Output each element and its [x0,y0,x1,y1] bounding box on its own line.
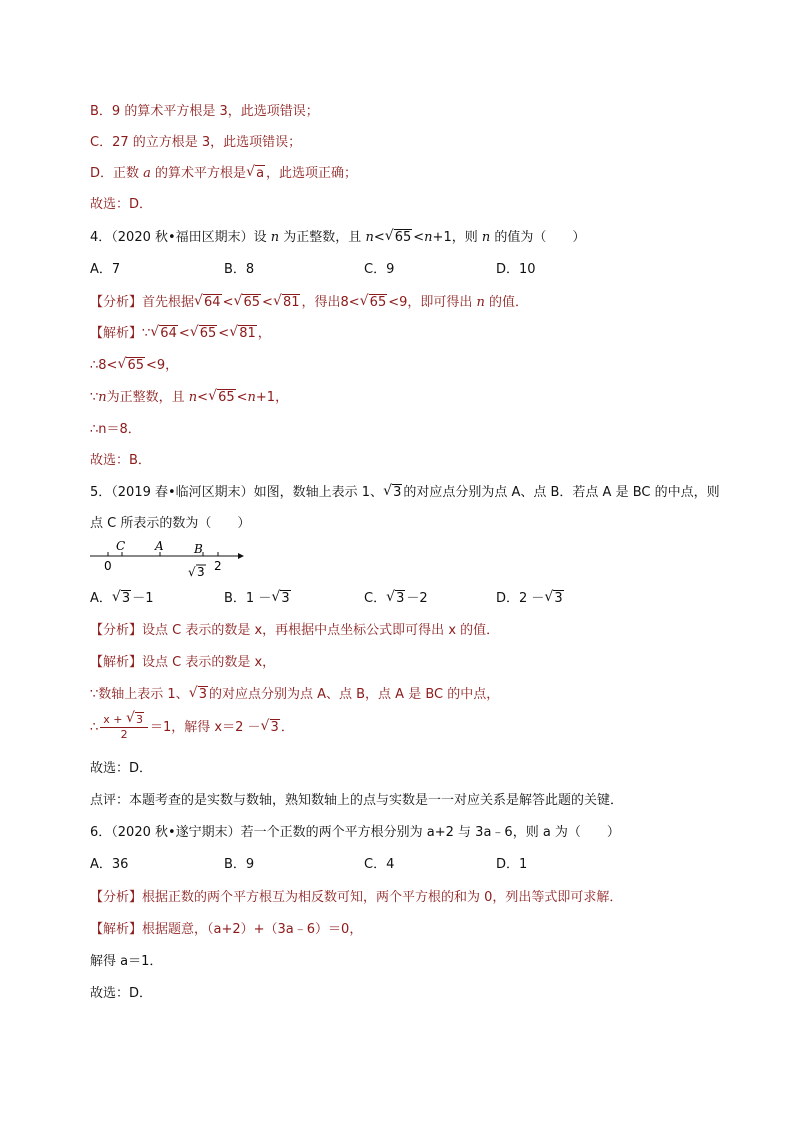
q6-answer: 故选：D． [90,986,153,1001]
number-line-figure [88,536,248,580]
q4-stem: 4．（2020 秋•福田区期末）设 n 为正整数，且 n<√ 65 <n+1，则 n 的值为（ ） [90,229,585,247]
label-b: B [194,542,203,556]
number-line-svg [88,536,248,580]
q3-option-c-explanation: C．27 的立方根是 3，此选项错误； [90,135,302,150]
q4-answer: 故选：B． [90,453,151,468]
q6-option-d: D．1 [496,857,528,872]
number-line-arrow [238,553,244,559]
q5-solution: 【解析】设点 C 表示的数是 x， [90,655,276,670]
q4-option-b: B．8 [224,262,255,277]
label-a: A [155,539,164,553]
q4-step-4: ∴n＝8． [90,422,141,437]
q4-step-2: ∴8<√ 65 <9， [90,357,178,375]
q5-stem-line-2: 点 C 所表示的数为（ ） [90,516,251,531]
q4-option-a: A．7 [90,262,121,277]
q4-option-d: D．10 [496,262,536,277]
q5-step-2: ∵数轴上表示 1、√ 3 的对应点分别为点 A、点 B，点 A 是 BC 的中点， [90,686,499,704]
q5-option-d: D．2 －√ 3 [496,590,565,608]
q6-step-2: 解得 a＝1． [90,954,163,969]
q5-option-a: A．√ 3 －1 [90,590,153,608]
label-sqrt3: 3 [197,565,205,579]
q6-option-b: B．9 [224,857,255,872]
q5-option-b: B．1 －√ 3 [224,590,292,608]
fraction: $\frac{x + √ 3}{2}$ [100,713,148,742]
q4-option-c: C．9 [364,262,395,277]
q3-option-b-explanation: B．9 的算术平方根是 3，此选项错误； [90,104,319,119]
q6-option-a: A．36 [90,857,129,872]
q5-stem-line-1: 5．（2019 春•临河区期末）如图，数轴上表示 1、√ 3 的对应点分别为点 A、点 B．若点 A 是 BC 的中点，则 [90,484,720,502]
q6-analysis: 【分析】根据正数的两个平方根互为相反数可知，两个平方根的和为 0，列出等式即可求解． [90,890,623,905]
label-2: 2 [214,559,222,573]
q4-solution: 【解析】∵√ 64 <√ 65 <√ 81 ， [90,325,271,343]
q6-solution: 【解析】根据题意，（a+2）+（3a﹣6）＝0， [90,922,363,937]
label-c: C [116,539,126,553]
q3-answer: 故选：D． [90,197,153,212]
q5-analysis: 【分析】设点 C 表示的数是 x，再根据中点坐标公式即可得出 x 的值． [90,623,500,638]
q3-option-d-explanation: D．正数 a 的算术平方根是√ a ，此选项正确； [90,165,357,183]
q4-step-3: ∵n为正整数，且 n<√ 65 <n+1， [90,389,288,407]
label-0: 0 [104,559,112,573]
q5-step-3: ∴ $\frac{x + √ 3}{2}$ ＝1，解得 x＝2 －√ 3 ． [90,712,294,744]
q4-analysis: 【分析】首先根据√ 64 <√ 65 <√ 81 ，得出8<√ 65 <9，即可得出 n 的值． [90,294,528,312]
q6-stem: 6．（2020 秋•遂宁期末）若一个正数的两个平方根分别为 a+2 与 3a﹣6，则 a 为（ ） [90,825,620,840]
q5-answer: 故选：D． [90,761,153,776]
q5-comment: 点评：本题考查的是实数与数轴，熟知数轴上的点与实数是一一对应关系是解答此题的关键． [90,793,624,808]
q5-option-c: C．√ 3 －2 [364,590,428,608]
q6-option-c: C．4 [364,857,395,872]
label-sqrt-symbol: √ [188,565,196,579]
